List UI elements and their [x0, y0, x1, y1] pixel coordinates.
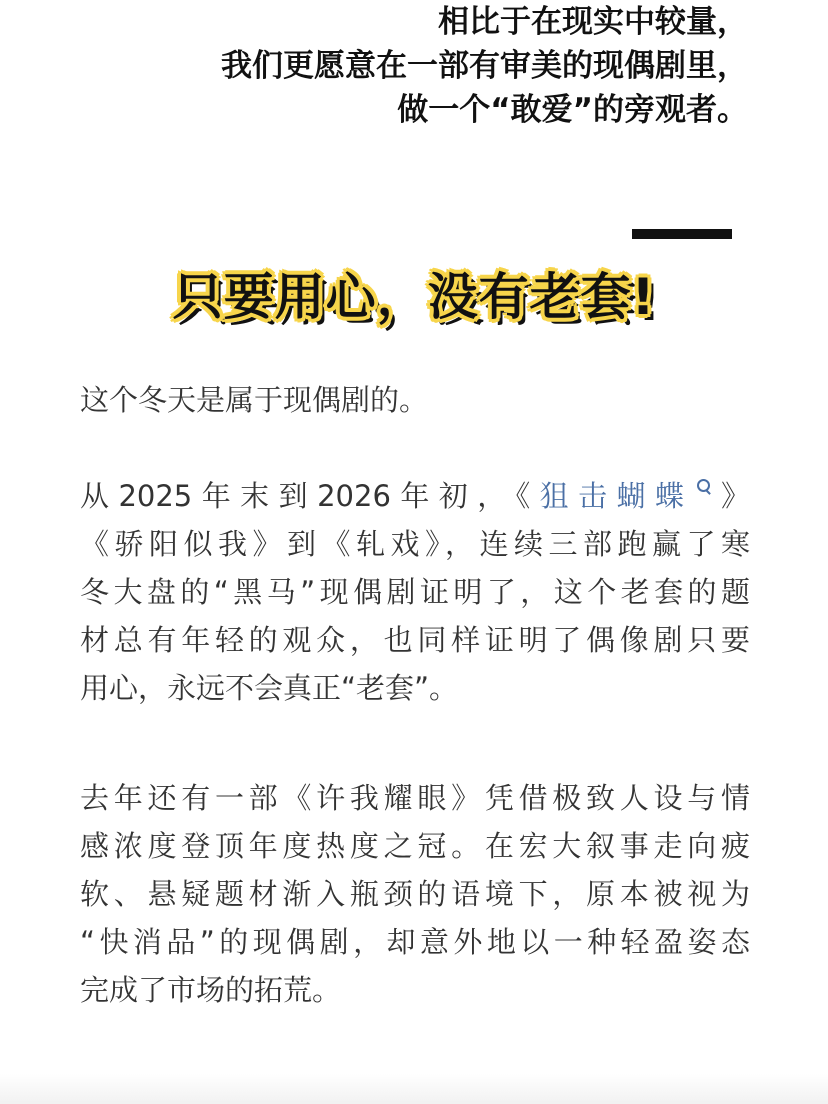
paragraph-line: 感浓度登顶年度热度之冠。在宏大叙事走向疲	[80, 829, 750, 863]
paragraph-line: 这个冬天是属于现偶剧的。	[80, 383, 429, 417]
paragraph-text: 》	[711, 479, 750, 513]
pull-quote-line: 做一个“敢爱”的旁观者。	[397, 92, 748, 128]
paragraph-line: 材总有年轻的观众，也同样证明了偶像剧只要	[80, 623, 750, 657]
paragraph-line: 用心，永远不会真正“老套”。	[80, 671, 459, 705]
section-heading: 只要用心，没有老套!	[172, 268, 656, 326]
paragraph-line: “快消品”的现偶剧，却意外地以一种轻盈姿态	[80, 925, 750, 959]
paragraph-text: 从2025年末到2026年初，《	[80, 479, 540, 513]
paragraph-1	[80, 376, 750, 424]
pull-quote	[221, 0, 748, 132]
paragraph-line: 去年还有一部《许我耀眼》凭借极致人设与情	[80, 781, 750, 815]
drama-search-link-label[interactable]: 狙击蝴蝶	[539, 479, 694, 513]
paragraph-line: 冬大盘的“黑马”现偶剧证明了，这个老套的题	[80, 575, 750, 609]
paragraph-line: 软、悬疑题材渐入瓶颈的语境下，原本被视为	[80, 877, 750, 911]
paragraph-line: 完成了市场的拓荒。	[80, 973, 342, 1007]
paragraph-2	[80, 472, 750, 712]
search-icon[interactable]	[696, 479, 712, 495]
paragraph-line	[80, 472, 750, 520]
bottom-fade	[0, 1074, 828, 1104]
drama-search-link[interactable]	[540, 479, 712, 513]
paragraph-3	[80, 774, 750, 1014]
pull-quote-line: 我们更愿意在一部有审美的现偶剧里，	[221, 48, 748, 84]
paragraph-line: 《骄阳似我》到《轧戏》，连续三部跑赢了寒	[80, 527, 750, 561]
section-divider-bar	[632, 229, 732, 239]
pull-quote-line: 相比于在现实中较量，	[438, 4, 748, 40]
